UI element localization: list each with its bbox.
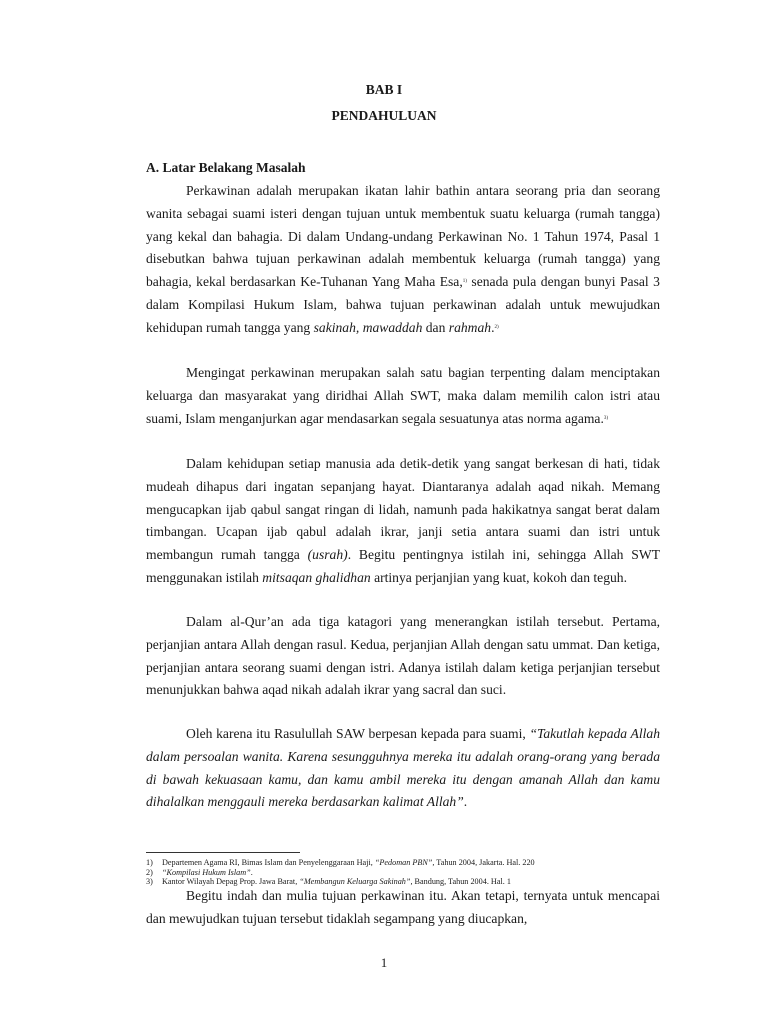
footnote-text: Departemen Agama RI, Bimas Islam dan Penyelenggaraan Haji, — [162, 858, 375, 867]
paragraph-text: Perkawinan adalah merupakan ikatan lahir bathin antara seorang pria dan seorang wanita sebagai suami isteri dengan tujuan untuk membentuk suatu keluarga (rumah tangga) yang kekal dan bahagia. Di dalam Undang-undang Perkawinan No. 1 Tahun 1974, Pasal 1 disebutkan bahwa tujuan perkawinan adalah membentuk keluarga (rumah tangga) yang bahagia, kekal berdasarkan Ke-Tuhanan Yang Maha Esa, — [146, 183, 660, 290]
footnote-number: 3) — [146, 877, 153, 887]
footnote-number: 2) — [146, 867, 153, 877]
paragraph-text: . — [491, 319, 495, 335]
paragraph-text: Oleh karena itu Rasulullah SAW berpesan kepada para suami, — [186, 726, 530, 741]
footnote-2 — [146, 868, 666, 878]
italic-term: (usrah) — [307, 547, 348, 563]
paragraph-text: artinya perjanjian yang kuat, kokoh dan teguh. — [370, 569, 627, 585]
section-heading: A. Latar Belakang Masalah — [146, 160, 306, 175]
footnote-ref: 3) — [603, 415, 609, 421]
italic-term: sakinah, mawaddah — [313, 319, 423, 335]
paragraph-1 — [146, 180, 660, 340]
footnote-divider — [146, 852, 300, 853]
footnote-text: Kantor Wilayah Depag Prop. Jawa Barat, — [162, 877, 300, 887]
footnote-ref: 1) — [462, 279, 467, 285]
chapter-label: BAB I — [365, 82, 403, 97]
footnote-number: 1) — [146, 858, 153, 867]
footnote-text: , Tahun 2004, Jakarta. Hal. 220 — [432, 858, 535, 867]
footnote-title: “Kompilasi Hukum Islam” — [162, 867, 251, 877]
footnote-text: , Bandung, Tahun 2004. Hal. 1 — [410, 877, 511, 887]
footnotes — [146, 858, 666, 887]
italic-quote: “Takutlah kepada Allah dalam persoalan wanita. Karena sesungguhnya mereka itu adalah orang-orang yang berada di bawah kekuasaan kamu, dan kamu ambil mereka itu dengan amanah Allah dan kamu dihalalkan menggauli mereka berdasarkan kalimat Allah” — [146, 726, 660, 810]
footnote-ref: 2) — [494, 324, 499, 330]
paragraph-text: senada pula dengan bunyi Pasal 3 dalam Kompilasi Hukum Islam, bahwa tujuan perkawinan adalah untuk mewujudkan kehidupan rumah tangga yang — [146, 274, 660, 335]
paragraph-text: Mengingat perkawinan merupakan salah satu bagian terpenting dalam menciptakan keluarga dan masyarakat yang diridhai Allah SWT, maka dalam memilih calon istri atau suami, Islam menganjurkan agar mendasarkan segala sesuatunya atas norma agama. — [146, 365, 660, 426]
paragraph-3 — [146, 453, 660, 590]
italic-term: rahmah — [448, 319, 492, 335]
paragraph-2 — [146, 362, 660, 430]
paragraph-text: Dalam al-Qur’an ada tiga katagori yang menerangkan istilah tersebut. Pertama, perjanjian antara Allah dengan rasul. Kedua, perjanjian Allah dengan satu ummat. Dan ketiga, perjanjian antara seorang suami dengan istri. Adanya istilah dalam ketiga perjanjian tersebut menunjukkan bahwa aqad nikah adalah ikrar yang sacral dan suci. — [146, 614, 660, 698]
footnote-title: “Pedoman PBN” — [374, 858, 433, 867]
paragraph-text: . Begitu pentingnya istilah ini, sehingga Allah SWT menggunakan istilah — [146, 547, 660, 585]
footnote-title: “Membangun Keluarga Sakinah” — [299, 877, 411, 887]
italic-term: mitsaqan ghalidhan — [262, 569, 371, 585]
paragraph-5 — [146, 723, 660, 814]
paragraph-text: Dalam kehidupan setiap manusia ada detik-detik yang sangat berkesan di hati, tidak mudeah dihapus dari ingatan sepanjang hayat. Diantaranya adalah aqad nikah. Memang mengucapkan ijab qabul sangat ringan di lidah, namunh pada hakikatnya sangat berat dalam timbangan. Ucapan ijab qabul adalah ikrar, janji setia antara suami dan istri untuk membangun rumah tangga — [146, 456, 660, 563]
paragraph-6 — [146, 885, 660, 931]
paragraph-text: dan — [422, 319, 449, 335]
page-number: 1 — [380, 955, 388, 970]
chapter-title: PENDAHULUAN — [331, 108, 437, 123]
paragraph-text: Begitu indah dan mulia tujuan perkawinan itu. Akan tetapi, ternyata untuk mencapai dan mewujudkan tujuan tersebut tidaklah segampang yang diucapkan, — [146, 888, 660, 926]
paragraph-text: . — [463, 794, 468, 810]
paragraph-4 — [146, 611, 660, 702]
footnote-1 — [146, 858, 666, 868]
footnote-text: . — [250, 867, 253, 877]
